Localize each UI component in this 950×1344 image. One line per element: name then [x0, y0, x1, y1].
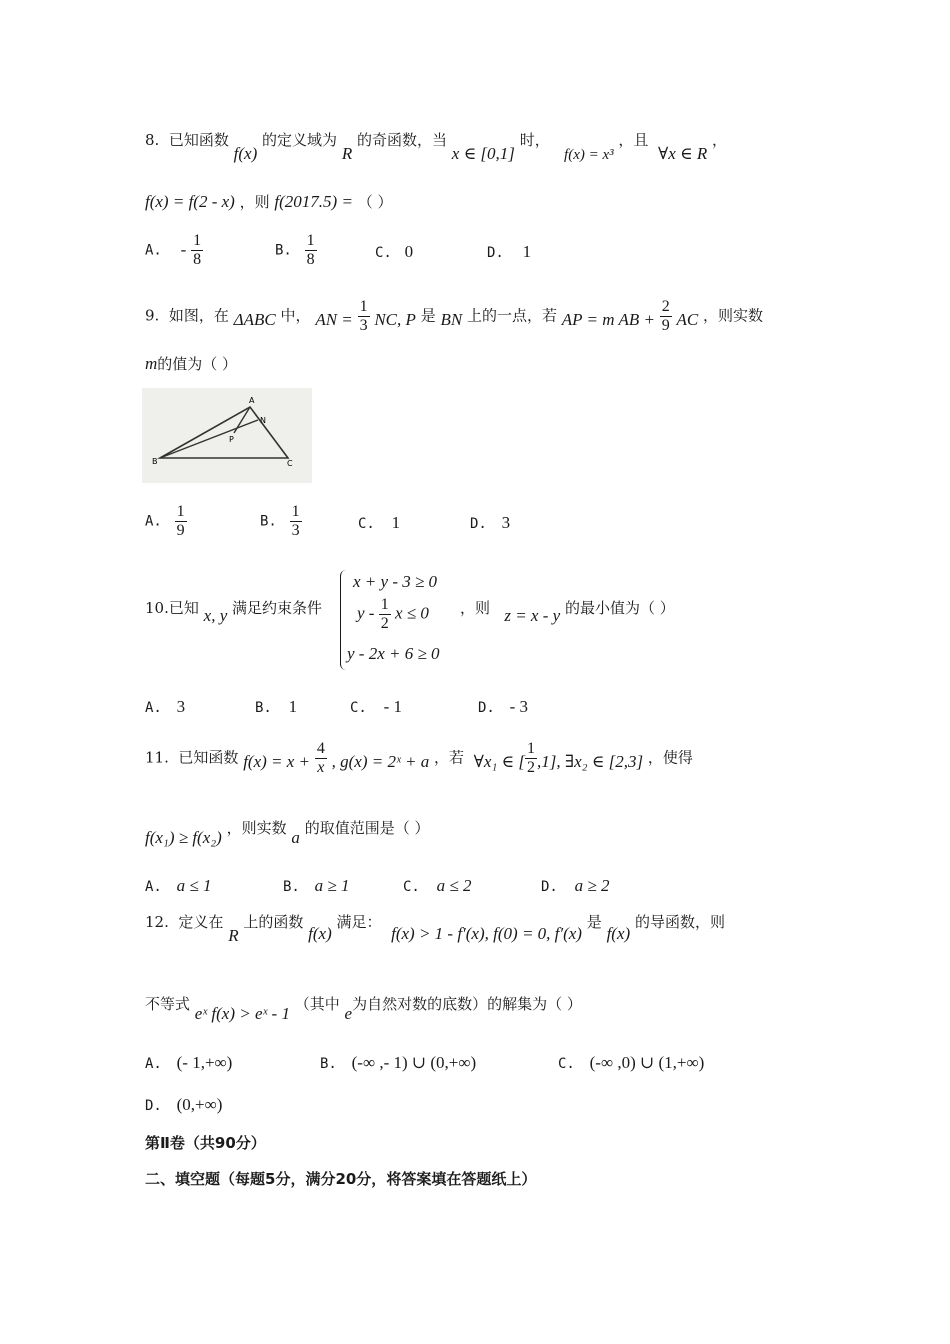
option-label: A.	[145, 242, 162, 259]
option-label: B.	[320, 1056, 337, 1072]
q9-number: 9.	[145, 306, 160, 325]
option-label: A.	[145, 1056, 162, 1072]
text: 是	[420, 306, 436, 325]
math: f(x) = x³	[564, 147, 614, 163]
denominator: 9	[661, 317, 670, 334]
text: ，则	[239, 193, 270, 211]
numerator: 2	[661, 298, 670, 315]
math: m	[145, 354, 158, 373]
math: ∀x₁ ∈ [	[473, 751, 525, 771]
q9-line2	[145, 354, 237, 374]
q8-line1	[145, 130, 728, 163]
math: x ≤ 0	[394, 603, 429, 623]
q10-option-d[interactable]	[478, 697, 528, 718]
option-value: a ≥ 1	[314, 876, 350, 895]
text: 满足：	[336, 913, 382, 931]
option-value: - 1	[383, 697, 403, 716]
text: 的定义域为	[262, 131, 338, 149]
option-label: B.	[283, 879, 300, 895]
option-label: A.	[145, 513, 162, 530]
option-value: a ≥ 2	[574, 876, 610, 895]
fraction	[660, 298, 672, 335]
q11-option-c[interactable]	[403, 876, 471, 897]
text: 已知函数	[168, 131, 229, 149]
option-value: 1	[391, 513, 401, 532]
option-label: A.	[145, 700, 162, 716]
option-value: - 3	[509, 697, 529, 716]
option-label: C.	[558, 1056, 575, 1072]
option-value: (- 1,+∞)	[176, 1053, 233, 1072]
numerator: 1	[291, 503, 300, 520]
label-c: C	[287, 459, 293, 468]
option-value: (0,+∞)	[176, 1095, 223, 1114]
numerator: 1	[526, 740, 535, 757]
text: 上的函数	[243, 913, 304, 931]
math: ,1], ∃x₂ ∈ [2,3]	[536, 751, 644, 771]
fraction	[305, 232, 317, 269]
q10-option-c[interactable]	[350, 697, 402, 718]
text: ，	[712, 131, 728, 149]
q10-option-a[interactable]	[145, 697, 185, 718]
math: ΔABC	[233, 309, 276, 329]
option-value: a ≤ 2	[436, 876, 472, 895]
option-label: D.	[145, 1098, 162, 1114]
q10-constraint-system	[340, 570, 461, 670]
text: 的奇函数，当	[357, 131, 448, 149]
math: x + y - 3 ≥ 0	[353, 572, 438, 591]
denominator: 3	[359, 317, 368, 334]
option-value: a ≤ 1	[176, 876, 212, 895]
option-value: 3	[176, 697, 186, 716]
q8-line2	[145, 192, 393, 212]
figure-background	[142, 388, 312, 483]
q11-line2	[145, 818, 430, 847]
label-a: A	[249, 396, 255, 405]
text: 的值为（ ）	[157, 355, 238, 373]
text: 中，	[280, 306, 311, 325]
option-label: B.	[275, 242, 292, 259]
option-label: A.	[145, 879, 162, 895]
math: f(x) > 1 - f′(x), f(0) = 0, f′(x)	[391, 924, 582, 943]
q12-option-d[interactable]	[145, 1095, 222, 1116]
math: f(x) = x +	[243, 751, 311, 771]
fraction	[379, 596, 391, 633]
q12-option-a[interactable]	[145, 1053, 232, 1074]
text: 已知	[168, 599, 199, 617]
text: ，使得	[647, 748, 693, 767]
fraction	[315, 740, 327, 777]
math: f(x)	[233, 144, 258, 163]
text: （其中	[294, 995, 340, 1013]
q9-option-c[interactable]	[358, 513, 400, 534]
q11-line1	[145, 740, 693, 777]
denominator: 2	[526, 759, 535, 776]
option-value: (-∞ ,0) ∪ (1,+∞)	[589, 1053, 705, 1072]
q10-option-b[interactable]	[255, 697, 297, 718]
text: 已知函数	[178, 748, 239, 767]
q9-option-a[interactable]	[145, 503, 187, 540]
q10-line1	[145, 598, 323, 625]
numerator: 1	[306, 232, 315, 249]
numerator: 1	[193, 232, 202, 249]
q9-option-b[interactable]	[260, 503, 302, 540]
q8-option-b[interactable]	[275, 232, 317, 269]
q11-number: 11.	[145, 748, 169, 767]
q12-number: 12.	[145, 913, 169, 931]
fraction	[525, 740, 537, 777]
option-value: 1	[522, 242, 532, 261]
section-part2-heading: 第Ⅱ卷（共90分）	[145, 1134, 266, 1152]
option-value: (-∞ ,- 1) ∪ (0,+∞)	[351, 1053, 477, 1072]
q9-option-d[interactable]	[470, 513, 510, 534]
option-label: D.	[541, 879, 558, 895]
math: eˣ f(x) > eˣ - 1	[194, 1004, 290, 1023]
math: f(x)	[606, 924, 631, 943]
math: NC, P	[374, 309, 416, 329]
option-label: B.	[260, 513, 277, 530]
text: 的取值范围是（ ）	[304, 819, 430, 837]
q10-line1-tail	[460, 598, 675, 625]
q12-line2	[145, 994, 582, 1023]
math: AC	[676, 309, 699, 329]
math: x ∈ [0,1]	[451, 144, 515, 163]
denominator: 9	[176, 522, 185, 539]
text: 不等式	[145, 995, 191, 1013]
fraction	[290, 503, 302, 540]
math: R	[228, 926, 239, 945]
option-value: 0	[404, 242, 414, 261]
option-label: D.	[470, 516, 487, 532]
denominator: 8	[193, 251, 202, 268]
q10-number: 10.	[145, 599, 169, 617]
text: 如图，在	[168, 306, 229, 325]
q8-option-d[interactable]	[487, 242, 531, 263]
math: AN =	[315, 309, 353, 329]
denominator: 3	[291, 522, 300, 539]
math: y -	[357, 603, 375, 623]
text: 上的一点，若	[467, 306, 558, 325]
option-label: C.	[358, 516, 375, 532]
label-p: P	[229, 435, 234, 444]
text: 满足约束条件	[232, 599, 323, 617]
math: e	[344, 1004, 353, 1023]
denominator: x	[317, 759, 325, 776]
section-fill-in-heading: 二、填空题（每题5分，满分20分，将答案填在答题纸上）	[145, 1170, 537, 1188]
constraint-3	[347, 644, 440, 664]
q8-number: 8.	[145, 131, 160, 149]
q12-option-b[interactable]	[320, 1053, 476, 1074]
text: 是	[586, 913, 602, 931]
fraction	[191, 232, 203, 269]
text: ，且	[618, 131, 649, 149]
option-label: D.	[487, 245, 504, 261]
text: 的导函数，则	[634, 913, 725, 931]
text: （ ）	[357, 193, 393, 211]
math: , g(x) = 2ˣ + a	[331, 751, 430, 771]
math: BN	[440, 309, 463, 329]
math: z = x - y	[504, 606, 561, 625]
math: f(x)	[308, 924, 332, 943]
option-label: C.	[403, 879, 420, 895]
q12-option-c[interactable]	[558, 1053, 704, 1074]
text: 定义在	[178, 913, 224, 931]
text: ，若	[434, 748, 465, 767]
option-label: B.	[255, 700, 272, 716]
denominator: 2	[380, 615, 389, 632]
constraint-1	[353, 572, 437, 592]
math: f(x₁) ≥ f(x₂)	[145, 828, 222, 847]
q9-triangle-figure	[142, 388, 312, 483]
math: y - 2x + 6 ≥ 0	[347, 644, 440, 663]
math: f(2017.5) =	[274, 192, 353, 211]
option-value: 3	[501, 513, 511, 532]
option-label: C.	[350, 700, 367, 716]
q8-option-a[interactable]	[145, 232, 203, 269]
math: a	[291, 828, 300, 847]
math: ∀x ∈ R	[657, 144, 708, 163]
fraction	[175, 503, 187, 540]
text: 为自然对数的底数）的解集为（ ）	[352, 995, 582, 1013]
option-value: 1	[288, 697, 298, 716]
text: 时，	[519, 131, 550, 149]
numerator: 1	[380, 596, 389, 613]
q11-option-a[interactable]	[145, 876, 211, 897]
denominator: 8	[306, 251, 315, 268]
math: AP = m AB +	[561, 309, 655, 329]
label-n: N	[260, 416, 266, 425]
math: f(x) = f(2 - x)	[145, 192, 235, 211]
text: 的最小值为（ ）	[564, 599, 675, 617]
text: ，则	[460, 599, 491, 617]
q11-option-b[interactable]	[283, 876, 349, 897]
sign: -	[180, 239, 187, 259]
numerator: 1	[359, 298, 368, 315]
constraint-2	[357, 596, 429, 633]
math: x, y	[203, 606, 228, 625]
label-b: B	[152, 457, 158, 466]
q8-option-c[interactable]	[375, 242, 413, 263]
numerator: 1	[176, 503, 185, 520]
q12-line1	[145, 912, 725, 945]
math: R	[341, 144, 353, 163]
option-label: D.	[478, 700, 495, 716]
numerator: 4	[316, 740, 325, 757]
q9-line1	[145, 298, 763, 335]
option-label: C.	[375, 245, 392, 261]
fraction	[358, 298, 370, 335]
q11-option-d[interactable]	[541, 876, 609, 897]
text: ，则实数	[226, 819, 287, 837]
text: ，则实数	[703, 306, 764, 325]
